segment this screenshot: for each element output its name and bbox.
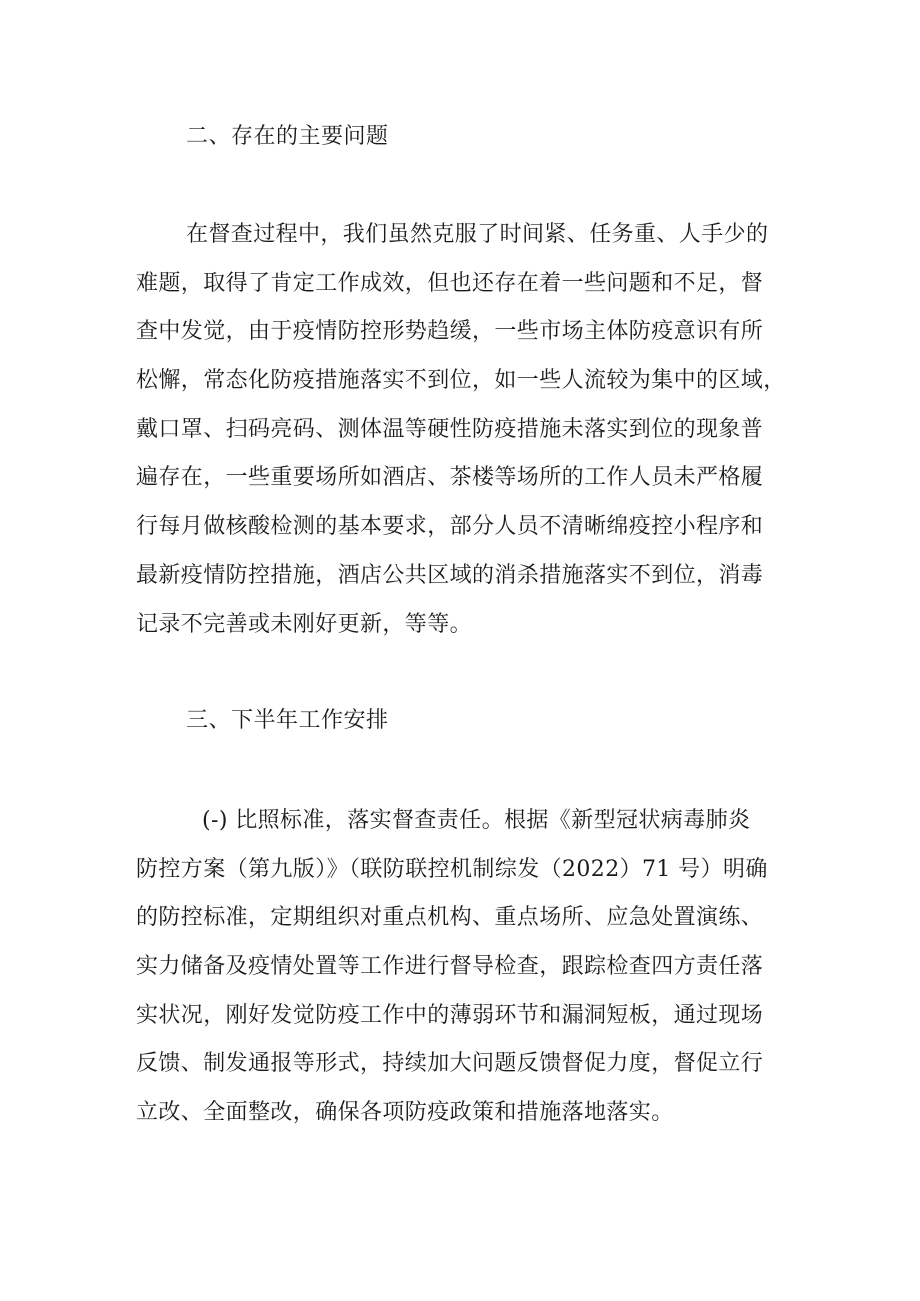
section-heading-problems: 二、存在的主要问题 — [186, 124, 389, 149]
paragraph-line: 行每月做核酸检测的基本要求，部分人员不清晰绵疫控小程序和 — [136, 514, 764, 540]
paragraph-line: 实状况，刚好发觉防疫工作中的薄弱环节和漏洞短板，通过现场 — [136, 1002, 764, 1028]
paragraph-line: (-) 比照标准，落实督查责任。根据《新型冠状病毒肺炎 — [202, 808, 751, 833]
paragraph-line: 立改、全面整改，确保各项防疫政策和措施落地落实。 — [136, 1100, 674, 1126]
paragraph-line: 记录不完善或未刚好更新，等等。 — [136, 611, 473, 637]
paragraph-line: 在督查过程中，我们虽然克服了时间紧、任务重、人手少的 — [186, 222, 769, 247]
paragraph-line: 实力储备及疫情处置等工作进行督导检查，跟踪检查四方责任落 — [136, 954, 764, 980]
paragraph-line: 难题，取得了肯定工作成效，但也还存在着一些问题和不足，督 — [136, 270, 764, 296]
paragraph-line: 防控方案（第九版）》（联防联控机制综发（2022）71 号）明确 — [136, 856, 768, 882]
paragraph-line: 戴口罩、扫码亮码、测体温等硬性防疫措施未落实到位的现象普 — [136, 416, 764, 442]
paragraph-line: 查中发觉，由于疫情防控形势趋缓，一些市场主体防疫意识有所 — [136, 319, 764, 345]
paragraph-line: 反馈、制发通报等形式，持续加大问题反馈督促力度，督促立行 — [136, 1051, 764, 1077]
paragraph-line: 的防控标准，定期组织对重点机构、重点场所、应急处置演练、 — [136, 905, 764, 931]
paragraph-problems — [136, 211, 792, 649]
paragraph-line: 最新疫情防控措施，酒店公共区域的消杀措施落实不到位，消毒 — [136, 562, 764, 588]
paragraph-line: 遍存在，一些重要场所如酒店、茶楼等场所的工作人员未严格履 — [136, 465, 764, 491]
paragraph-line: 松懈，常态化防疫措施落实不到位，如一些人流较为集中的区域， — [136, 368, 786, 394]
section-heading-plan: 三、下半年工作安排 — [186, 708, 389, 733]
paragraph-plan — [136, 797, 792, 1138]
